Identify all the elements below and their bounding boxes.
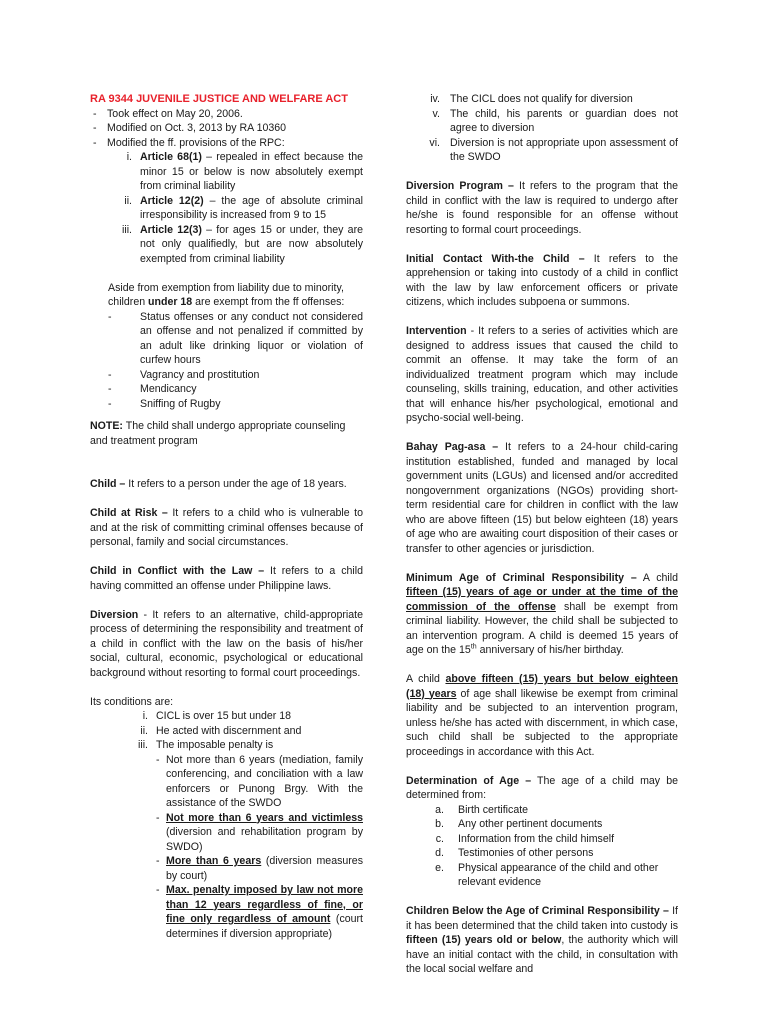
dash-marker: - [93,136,97,149]
right-column [406,92,678,977]
list-item: vi. Diversion is not appropriate upon assessment of the SWDO [429,136,678,163]
list-item: d. Testimonies of other persons [435,847,594,859]
list-item: b. Any other pertinent documents [435,818,603,830]
list-item: i. Article 68(1) – repealed in effect because the minor 15 or below is now absolutely exempt from criminal liability [126,151,363,192]
list-item: - More than 6 years (diversion measures by court) [156,855,363,882]
list-item: - Modified on Oct. 3, 2013 by RA 10360 [90,121,363,136]
above-fifteen-paragraph: A child above fifteen (15) years but below eighteen (18) years of age shall likewise be exempt from criminal liability and be subjected to an intervention program, unless he/she has acted with discernment, in which case, such child shall be subjected to the appropriate proceedings in accordance with this Act. [406,673,679,758]
list-item: e. Physical appearance of the child and other relevant evidence [435,861,659,888]
definition-child-at-risk: Child at Risk – It refers to a child who is vulnerable to and at the risk of committing criminal offenses because of personal, family and social circumstances. [90,507,363,548]
definition-diversion-program: Diversion Program – It refers to the program that the child in conflict with the law is required to undergo after he/she is found responsible for an offense without resorting to formal court proceedings. [406,180,678,236]
list-item: - Vagrancy and prostitution [108,368,260,381]
list-item: - Took effect on May 20, 2006. [90,107,363,122]
list-item: - Not more than 6 years (mediation, family conferencing, and conciliation with a law enforcers or Punong Brgy. With the assistance of the SWDO [156,753,363,809]
list-item: ii. He acted with discernment and [140,724,302,737]
conditions-heading: Its conditions are: [90,695,174,708]
list-item: a. Birth certificate [435,803,529,816]
definition-child: Child – It refers to a person under the age of 18 years. [90,478,347,490]
dash-marker: - [93,122,97,134]
definition-intervention: Intervention - It refers to a series of activities which are designed to address issues that caused the child to commit an offense. It may take the form of an individualized treatment program which may include counseling, skills training, education, and other activities that will enhance his/her psychological, emotional and psycho-social well-being. [406,325,678,424]
definition-initial-contact: Initial Contact With-the Child – It refers to the apprehension or taking into custody of a child in conflict with the law by law enforcement officers or private citizens, which includes subpoena or summons. [406,252,678,308]
list-item: - Not more than 6 years and victimless (diversion and rehabilitation program by SWDO) [156,811,363,853]
list-item: - Modified the ff. provisions of the RPC: [90,136,363,151]
list-item: - Status offenses or any conduct not considered an offense and not penalized if committed by an adult like drinking liquor or violation of curfew hours [108,310,363,366]
document-title: RA 9344 JUVENILE JUSTICE AND WELFARE ACT [90,93,348,105]
list-item: - Max. penalty imposed by law not more than 12 years regardless of fine, or fine only regardless of amount (court determines if diversion appropriate) [156,884,363,940]
list-item: ii. Article 12(2) – the age of absolute criminal irresponsibility is increased from 9 to 15 [124,194,363,221]
list-item: i. CICL is over 15 but under 18 [142,710,292,722]
list-item: - Mendicancy [108,383,197,395]
definition-bahay-pag-asa: Bahay Pag-asa – It refers to a 24-hour child-caring institution established, funded and managed by local government units (LGUs) and licensed and/or accredited nongovernment organizations (NGOs) providing short-term residential care for children in conflict with the law who are above fifteen (15) but below eighteen (18) years of age who are awaiting court disposition of their cases or transfer to other agencies or jurisdiction. [406,441,678,555]
list-item: iii. The imposable penalty is [137,739,274,751]
list-item: iii. Article 12(3) – for ages 15 or under, they are not only qualifiedly, but are now absolutely exempted from criminal liability [121,223,363,265]
definition-diversion: Diversion - It refers to an alternative, child-appropriate process of determining the responsibility and treatment of a child in conflict with the law on the basis of his/her social, cultural, economic, psychological or educational background without resorting to formal court proceedings. [90,608,363,679]
left-column [90,92,363,941]
dash-marker: - [93,107,97,120]
determination-of-age: Determination of Age – The age of a child may be determined from: [406,774,678,801]
list-item: iv. The CICL does not qualify for diversion [430,93,633,105]
list-item: - Sniffing of Rugby [108,397,221,410]
list-item: v. The child, his parents or guardian does not agree to diversion [432,107,678,134]
minimum-age-paragraph: Minimum Age of Criminal Responsibility – A child fifteen (15) years of age or under at the time of the commission of the offense shall be exempt from criminal liability. However, the child shall be subjected to an intervention program. A child is deemed 15 years of age on the 15th anniversary of his/her birthday. [406,571,678,656]
list-item: c. Information from the child himself [435,832,615,845]
below-age-paragraph: Children Below the Age of Criminal Responsibility – If it has been determined that the child taken into custody is fifteen (15) years old or below, the authority which will have an initial contact with the child, in consultation with the local social welfare and [406,905,679,975]
note-paragraph: NOTE: The child shall undergo appropriate counseling and treatment program [90,420,346,447]
exemption-paragraph: Aside from exemption from liability due to minority, children under 18 are exempt from the ff offenses: [108,281,345,308]
definition-cicl: Child in Conflict with the Law – It refers to a child having committed an offense under Philippine laws. [90,565,363,592]
